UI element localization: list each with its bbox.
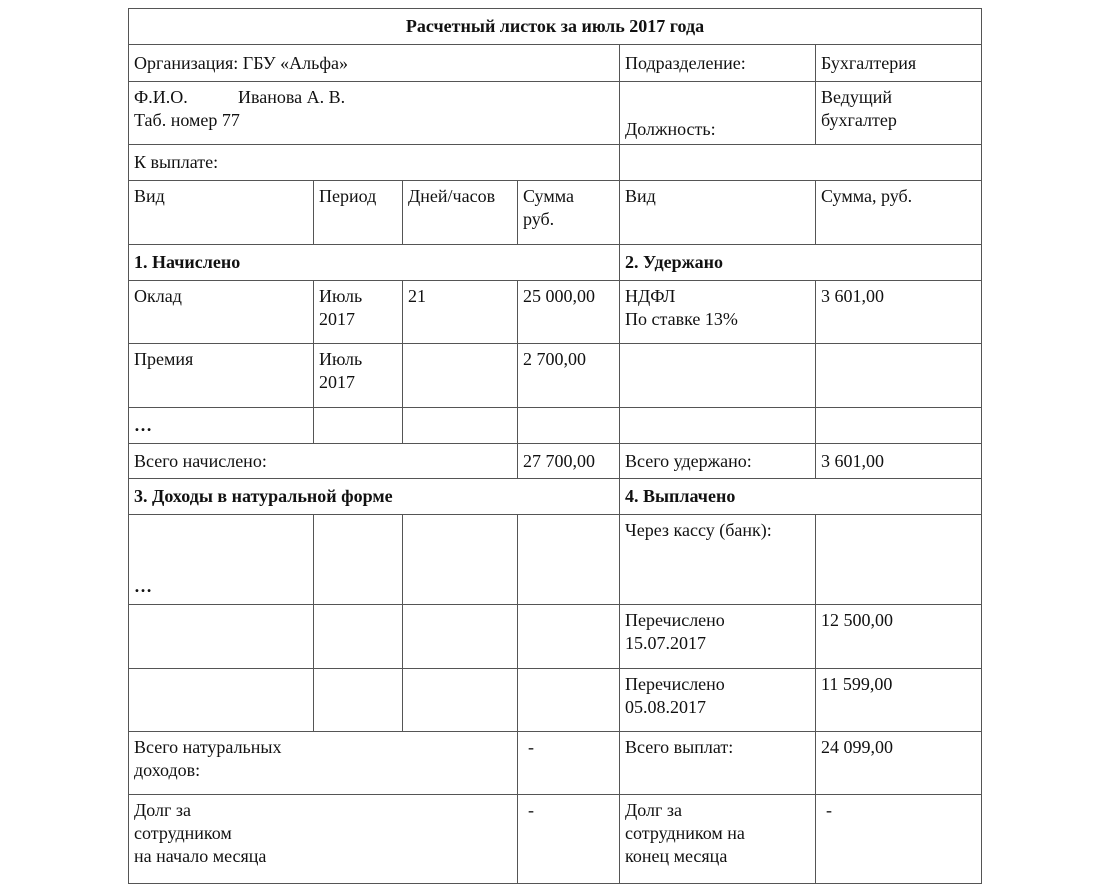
section-paid: 4. Выплачено (620, 479, 982, 515)
in-kind-empty (518, 669, 620, 732)
in-kind-empty (314, 515, 403, 605)
in-kind-empty (403, 515, 518, 605)
col-period-header: Период (314, 181, 403, 245)
debt-end-value: - (816, 795, 982, 884)
payment-type: Перечислено 05.08.2017 (620, 669, 816, 732)
in-kind-ellipsis: … (129, 515, 314, 605)
employee-cell (129, 82, 620, 145)
section-in-kind: 3. Доходы в натуральной форме (129, 479, 620, 515)
payment-sum (816, 515, 982, 605)
col-type-header: Вид (129, 181, 314, 245)
totals-row (129, 444, 982, 479)
employee-row (129, 82, 982, 145)
debt-start-value: - (518, 795, 620, 884)
withholding-empty (620, 344, 816, 408)
payment-type: Через кассу (банк): (620, 515, 816, 605)
fio-label: Ф.И.О. (134, 87, 188, 107)
accrual-sum (518, 408, 620, 444)
in-kind-empty (403, 669, 518, 732)
withholding-empty (816, 408, 982, 444)
to-pay-label: К выплате: (129, 145, 620, 181)
withholding-empty (620, 408, 816, 444)
to-pay-row (129, 145, 982, 181)
position-label: Должность: (620, 82, 816, 145)
total-in-kind-value: - (518, 732, 620, 795)
accrual-period: Июль 2017 (314, 281, 403, 344)
debt-row (129, 795, 982, 884)
in-kind-empty (518, 515, 620, 605)
title-row (129, 9, 982, 45)
total-accrued-label: Всего начислено: (129, 444, 518, 479)
withholding-type: НДФЛ По ставке 13% (620, 281, 816, 344)
total-paid-label: Всего выплат: (620, 732, 816, 795)
payslip-sheet (128, 8, 981, 884)
total-withheld-label: Всего удержано: (620, 444, 816, 479)
in-kind-empty (314, 669, 403, 732)
section-row-2 (129, 479, 982, 515)
accrual-days: 21 (403, 281, 518, 344)
position-value: Ведущий бухгалтер (816, 82, 982, 145)
withholding-sum: 3 601,00 (816, 281, 982, 344)
table-row (129, 515, 982, 605)
column-header-row (129, 181, 982, 245)
total-in-kind-label: Всего натуральных доходов: (129, 732, 518, 795)
debt-end-label: Долг за сотрудником на конец месяца (620, 795, 816, 884)
payslip-title: Расчетный листок за июль 2017 года (129, 9, 982, 45)
accrual-period (314, 408, 403, 444)
accrual-ellipsis: … (129, 408, 314, 444)
accrual-period: Июль 2017 (314, 344, 403, 408)
total-withheld-value: 3 601,00 (816, 444, 982, 479)
in-kind-empty (403, 605, 518, 669)
accrual-sum: 25 000,00 (518, 281, 620, 344)
col-days-header: Дней/часов (403, 181, 518, 245)
debt-start-label: Долг за сотрудником на начало месяца (129, 795, 518, 884)
table-row (129, 281, 982, 344)
department-value: Бухгалтерия (816, 45, 982, 82)
table-row (129, 669, 982, 732)
section-row-1 (129, 245, 982, 281)
payment-type: Перечислено 15.07.2017 (620, 605, 816, 669)
section-accrued: 1. Начислено (129, 245, 620, 281)
in-kind-empty (314, 605, 403, 669)
tab-number: Таб. номер 77 (134, 110, 240, 130)
section-withheld: 2. Удержано (620, 245, 982, 281)
organization-row (129, 45, 982, 82)
payment-sum: 12 500,00 (816, 605, 982, 669)
in-kind-empty (129, 669, 314, 732)
col-right-type-header: Вид (620, 181, 816, 245)
department-label: Подразделение: (620, 45, 816, 82)
col-sum-header: Сумма руб. (518, 181, 620, 245)
total-paid-value: 24 099,00 (816, 732, 982, 795)
fio-value: Иванова А. В. (238, 87, 346, 107)
accrual-type: Премия (129, 344, 314, 408)
table-row (129, 344, 982, 408)
payment-sum: 11 599,00 (816, 669, 982, 732)
in-kind-empty (129, 605, 314, 669)
accrual-type: Оклад (129, 281, 314, 344)
table-row (129, 408, 982, 444)
in-kind-empty (518, 605, 620, 669)
table-row (129, 605, 982, 669)
withholding-empty (816, 344, 982, 408)
col-right-sum-header: Сумма, руб. (816, 181, 982, 245)
organization-field: Организация: ГБУ «Альфа» (129, 45, 620, 82)
accrual-days (403, 344, 518, 408)
totals-row-2 (129, 732, 982, 795)
total-accrued-value: 27 700,00 (518, 444, 620, 479)
to-pay-value (620, 145, 982, 181)
accrual-days (403, 408, 518, 444)
payslip-table (128, 8, 982, 884)
accrual-sum: 2 700,00 (518, 344, 620, 408)
